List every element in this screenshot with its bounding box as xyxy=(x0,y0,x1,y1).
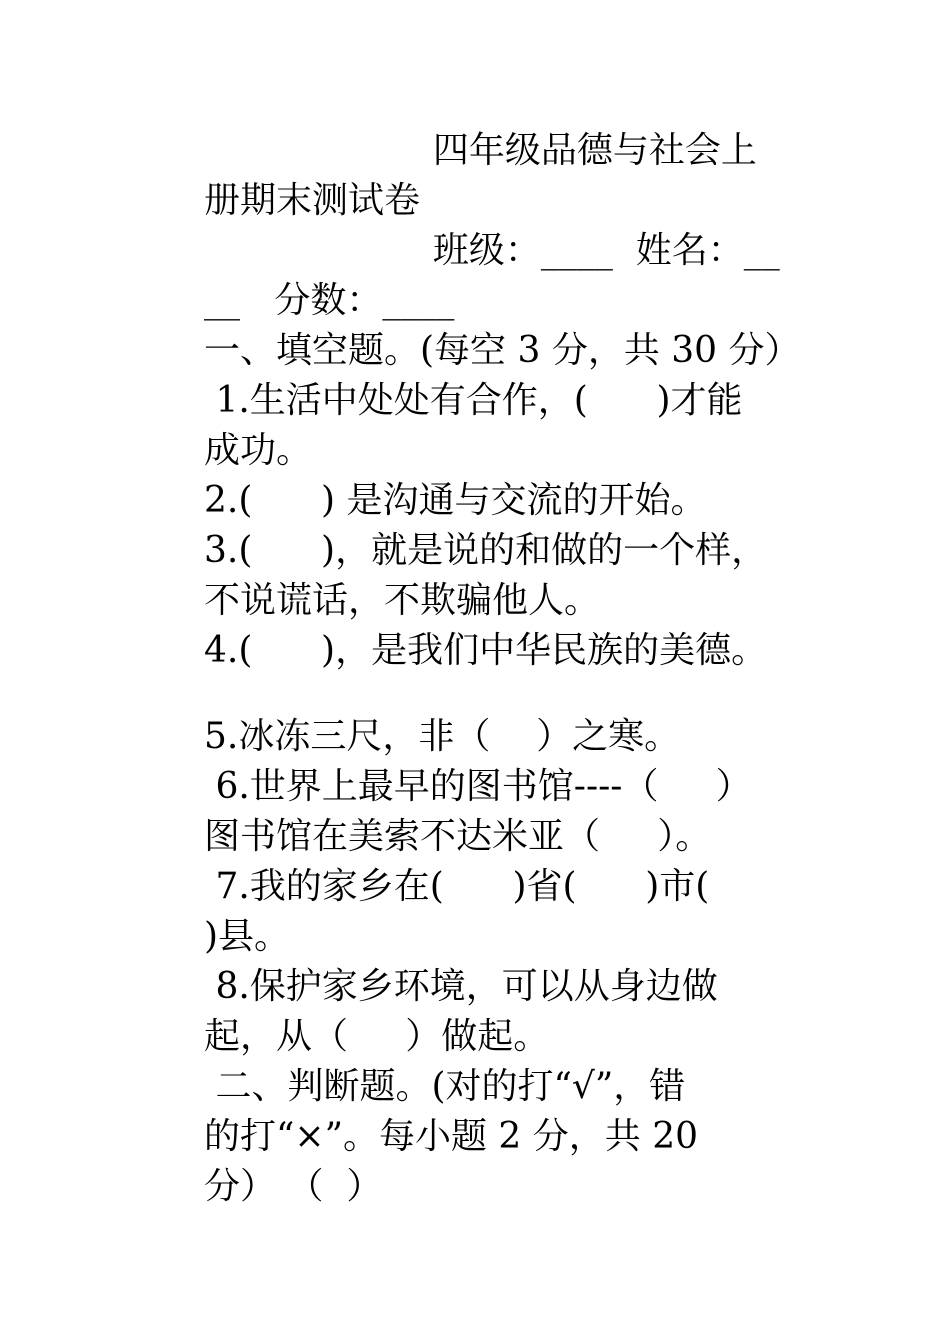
exam-title-line-1: 四年级品德与社会上 xyxy=(204,130,757,171)
section-2-heading-line-3: 分） （ ） xyxy=(204,1166,383,1207)
question-1-line-1: 1.生活中处处有合作，( )才能 xyxy=(204,380,743,421)
student-info-line-1: 班级：____ 姓名：__ xyxy=(204,230,780,271)
question-8-line-1: 8.保护家乡环境，可以从身边做 xyxy=(204,966,718,1007)
question-1-line-2: 成功。 xyxy=(204,430,313,471)
question-3-line-2: 不说谎话，不欺骗他人。 xyxy=(204,580,601,621)
exam-title-line-2: 册期末测试卷 xyxy=(204,180,421,221)
question-4: 4.( )，是我们中华民族的美德。 xyxy=(204,630,768,671)
section-2-heading-line-1: 二、判断题。(对的打“√”，错 xyxy=(204,1066,686,1107)
question-8-line-2: 起，从（ ）做起。 xyxy=(204,1016,550,1057)
question-7-line-2: )县。 xyxy=(204,916,291,957)
question-3-line-1: 3.( )，就是说的和做的一个样， xyxy=(204,530,768,571)
student-info-line-2: __ 分数：____ xyxy=(204,280,455,321)
question-2: 2.( ) 是沟通与交流的开始。 xyxy=(204,480,707,521)
blank-spacer xyxy=(204,676,824,712)
question-5: 5.冰冻三尺，非（ ）之寒。 xyxy=(204,716,681,757)
question-7-line-1: 7.我的家乡在( )省( )市( xyxy=(204,866,710,907)
question-6-line-1: 6.世界上最早的图书馆----（ ） xyxy=(204,766,752,807)
exam-content xyxy=(204,126,824,1212)
section-1-heading: 一、填空题。(每空 3 分，共 30 分） xyxy=(204,330,801,371)
section-2-heading-line-2: 的打“×”。每小题 2 分，共 20 xyxy=(204,1116,699,1157)
question-6-line-2: 图书馆在美索不达米亚（ ）。 xyxy=(204,816,712,857)
